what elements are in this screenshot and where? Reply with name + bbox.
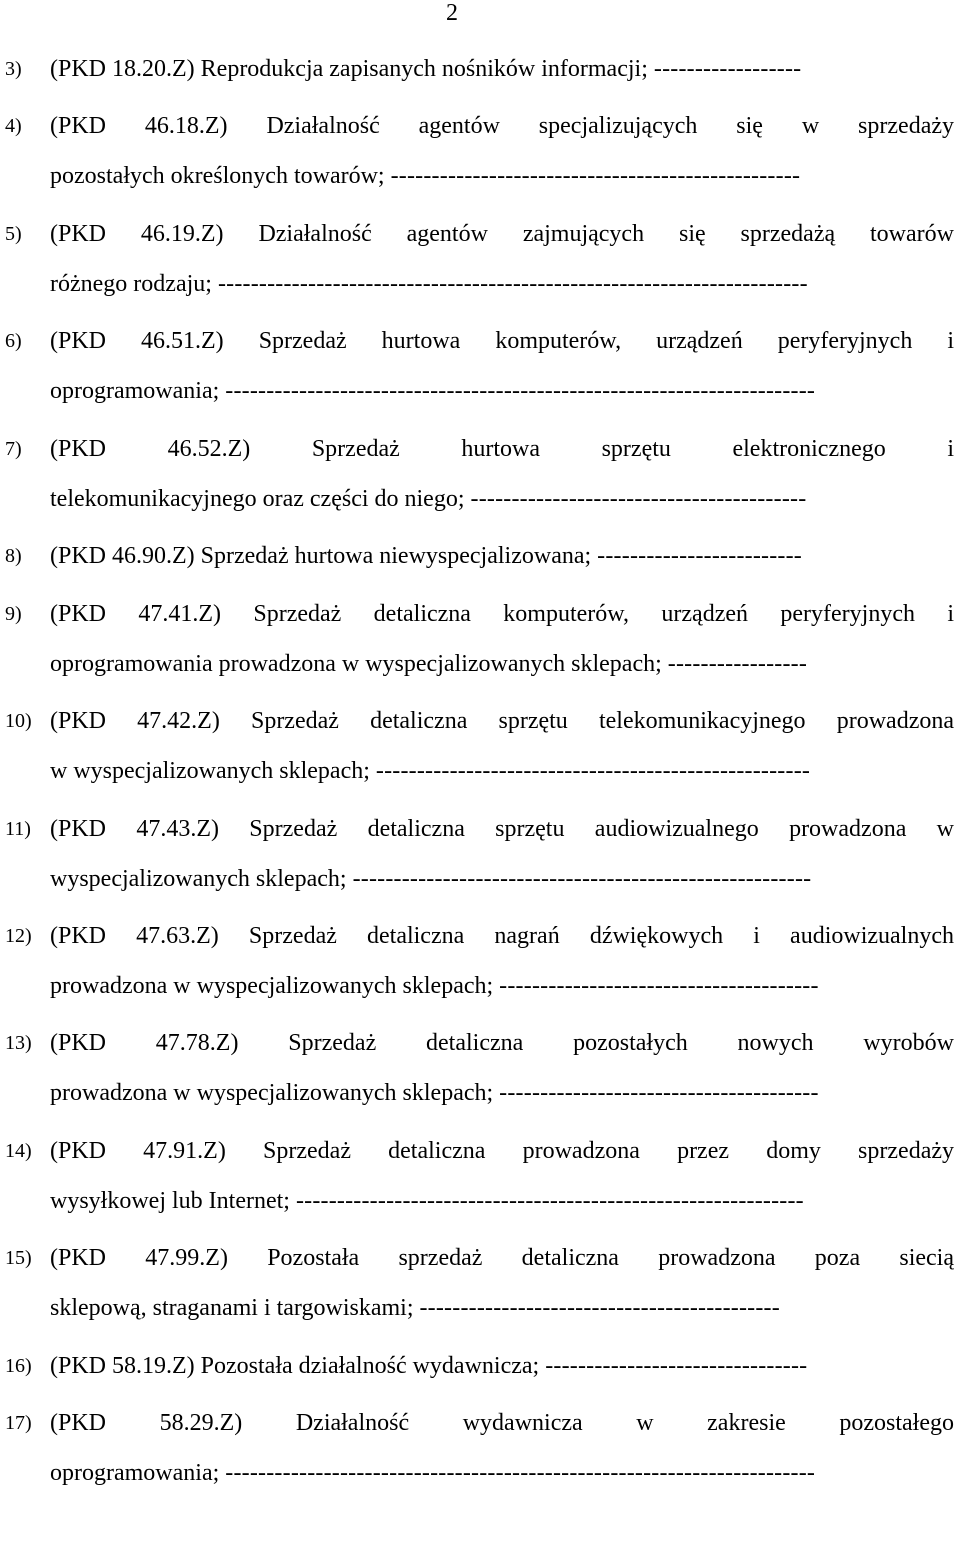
item-text: (PKD 47.78.Z) Sprzedaż detaliczna pozostałych nowych wyrobów xyxy=(50,1030,954,1057)
item-text-line xyxy=(50,589,954,639)
item-text-line xyxy=(50,259,954,309)
item-number: 4) xyxy=(5,115,22,138)
list-item xyxy=(0,1341,960,1391)
list-item xyxy=(0,316,960,416)
list-item xyxy=(0,1233,960,1333)
item-number: 8) xyxy=(5,545,22,568)
item-text-line xyxy=(50,1018,954,1068)
item-text: prowadzona w wyspecjalizowanych sklepach; xyxy=(50,1080,494,1107)
item-text: oprogramowania; xyxy=(50,378,220,405)
item-text: oprogramowania prowadzona w wyspecjalizowanych sklepach; xyxy=(50,650,662,677)
item-text-line xyxy=(50,639,954,689)
item-number: 10) xyxy=(5,710,32,733)
dash-filler: -------------------------------------------------------------- xyxy=(295,1187,804,1214)
item-text: oprogramowania; xyxy=(50,1460,220,1487)
item-text-line xyxy=(50,961,954,1011)
item-number: 7) xyxy=(5,437,22,460)
item-text-line xyxy=(50,474,954,524)
list-item xyxy=(0,424,960,524)
item-text: telekomunikacyjnego oraz części do niego; xyxy=(50,485,465,512)
item-text: (PKD 46.52.Z) Sprzedaż hurtowa sprzętu elektronicznego i xyxy=(50,435,954,462)
item-text: (PKD 46.19.Z) Działalność agentów zajmujących się sprzedażą towarów xyxy=(50,220,954,247)
dash-filler: --------------------------------------- xyxy=(499,972,819,999)
item-text: (PKD 47.41.Z) Sprzedaż detaliczna komputerów, urządzeń peryferyjnych i xyxy=(50,600,954,627)
item-number: 6) xyxy=(5,330,22,353)
item-number: 14) xyxy=(5,1139,32,1162)
list-item xyxy=(0,911,960,1011)
item-text: (PKD 18.20.Z) Reprodukcja zapisanych nośników informacji; xyxy=(50,56,648,82)
dash-filler: -------------------------------------------------- xyxy=(390,163,801,190)
item-number: 13) xyxy=(5,1032,32,1055)
item-text: różnego rodzaju; xyxy=(50,270,212,297)
list-item xyxy=(0,531,960,581)
item-number: 9) xyxy=(5,602,22,625)
item-text-line xyxy=(50,746,954,796)
item-text-line xyxy=(50,209,954,259)
item-text: sklepową, straganami i targowiskami; xyxy=(50,1295,414,1322)
item-text-line xyxy=(50,316,954,366)
item-text-line xyxy=(50,1233,954,1283)
list-item xyxy=(0,1398,960,1498)
item-text-line xyxy=(50,911,954,961)
dash-filler: ------------------------------------------------------------------------ xyxy=(225,378,816,405)
item-number: 5) xyxy=(5,222,22,245)
item-text: wyspecjalizowanych sklepach; xyxy=(50,865,347,892)
list-item xyxy=(0,1018,960,1118)
dash-filler: ----------------------------------------- xyxy=(470,485,807,512)
item-text-line xyxy=(50,44,954,94)
item-number: 16) xyxy=(5,1354,32,1377)
item-text: (PKD 47.42.Z) Sprzedaż detaliczna sprzętu telekomunikacyjnego prowadzona xyxy=(50,708,954,735)
item-text-line xyxy=(50,101,954,151)
dash-filler: ------------------ xyxy=(653,56,802,82)
item-number: 17) xyxy=(5,1412,32,1435)
item-text-line xyxy=(50,151,954,201)
item-text-line xyxy=(50,531,954,581)
dash-filler: ------------------------------------------------------------------------ xyxy=(217,270,808,297)
item-text: (PKD 46.90.Z) Sprzedaż hurtowa niewyspecjalizowana; xyxy=(50,543,592,570)
item-number: 12) xyxy=(5,924,32,947)
item-text: (PKD 47.91.Z) Sprzedaż detaliczna prowadzona przez domy sprzedaży xyxy=(50,1137,954,1164)
item-text-line xyxy=(50,804,954,854)
dash-filler: --------------------------------------- xyxy=(499,1080,819,1107)
item-text-line xyxy=(50,424,954,474)
item-text: prowadzona w wyspecjalizowanych sklepach; xyxy=(50,972,494,999)
item-number: 3) xyxy=(5,58,22,80)
item-text-line xyxy=(50,366,954,416)
list-item xyxy=(0,1126,960,1226)
dash-filler: ------------------------- xyxy=(597,543,802,570)
page-number: 2 xyxy=(446,0,458,26)
list-item xyxy=(0,209,960,309)
item-text: (PKD 46.18.Z) Działalność agentów specjalizujących się w sprzedaży xyxy=(50,113,954,140)
list-item xyxy=(0,589,960,689)
list-item xyxy=(0,696,960,796)
pkd-activity-list xyxy=(0,44,960,1506)
list-item xyxy=(0,804,960,904)
dash-filler: ----------------------------------------------------- xyxy=(375,758,811,785)
item-text-line xyxy=(50,854,954,904)
item-text: pozostałych określonych towarów; xyxy=(50,163,385,190)
dash-filler: -------------------------------------------------------- xyxy=(352,865,812,892)
dash-filler: ------------------------------------------------------------------------ xyxy=(225,1460,816,1487)
item-text-line xyxy=(50,1341,954,1391)
item-text-line xyxy=(50,1448,954,1498)
dash-filler: ----------------- xyxy=(667,650,808,677)
item-text-line xyxy=(50,1283,954,1333)
dash-filler: -------------------------------------------- xyxy=(419,1295,780,1322)
item-number: 11) xyxy=(5,817,31,840)
dash-filler: -------------------------------- xyxy=(545,1352,808,1379)
item-text: (PKD 58.29.Z) Działalność wydawnicza w zakresie pozostałego xyxy=(50,1410,954,1437)
item-text: (PKD 47.43.Z) Sprzedaż detaliczna sprzętu audiowizualnego prowadzona w xyxy=(50,815,954,842)
list-item xyxy=(0,101,960,201)
item-text: wysyłkowej lub Internet; xyxy=(50,1187,290,1214)
item-text-line xyxy=(50,1068,954,1118)
item-text: (PKD 47.63.Z) Sprzedaż detaliczna nagrań dźwiękowych i audiowizualnych xyxy=(50,922,954,949)
list-item xyxy=(0,44,960,94)
item-text: w wyspecjalizowanych sklepach; xyxy=(50,758,370,785)
item-text: (PKD 47.99.Z) Pozostała sprzedaż detaliczna prowadzona poza siecią xyxy=(50,1245,954,1272)
item-text-line xyxy=(50,1176,954,1226)
item-text: (PKD 58.19.Z) Pozostała działalność wydawnicza; xyxy=(50,1352,540,1379)
item-text: (PKD 46.51.Z) Sprzedaż hurtowa komputerów, urządzeń peryferyjnych i xyxy=(50,328,954,355)
item-text-line xyxy=(50,1126,954,1176)
item-text-line xyxy=(50,1398,954,1448)
item-text-line xyxy=(50,696,954,746)
item-number: 15) xyxy=(5,1247,32,1270)
